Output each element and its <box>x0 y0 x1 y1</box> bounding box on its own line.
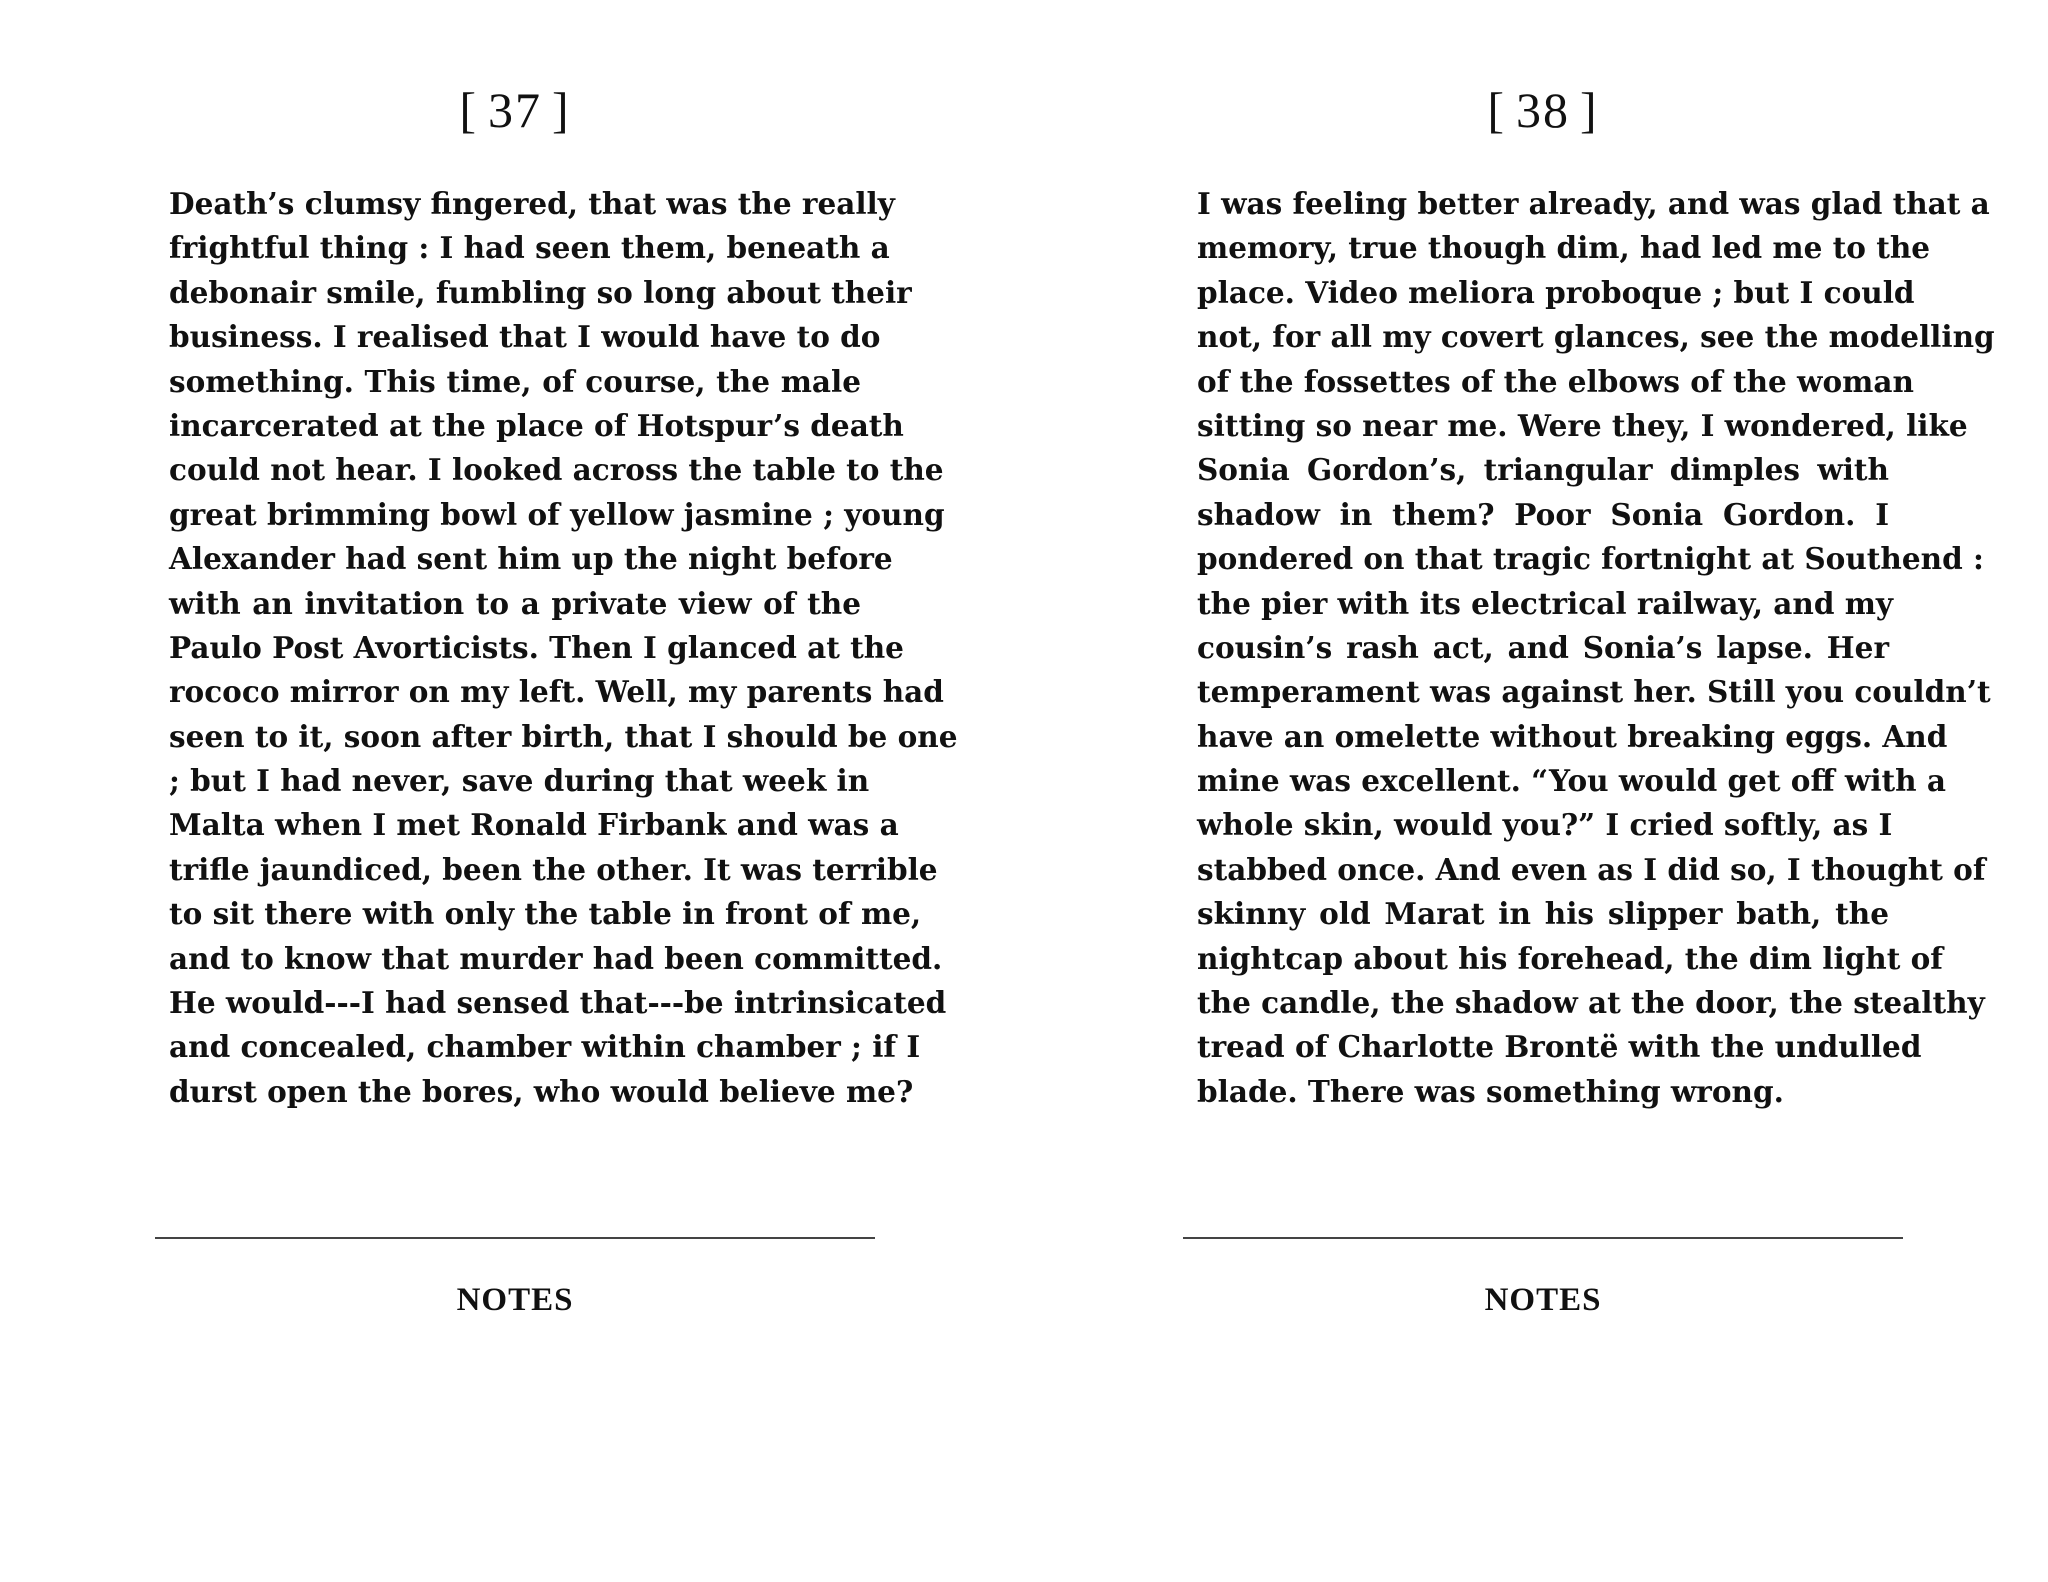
text-line: shadow in them? Poor Sonia Gordon. I <box>1197 496 1889 532</box>
notes-divider <box>155 1237 875 1239</box>
notes-divider <box>1183 1237 1903 1239</box>
bracket-close: ] <box>1580 82 1599 138</box>
page-number-value: 38 <box>1516 82 1570 138</box>
text-line: business. I realised that I would have to do <box>169 319 881 355</box>
text-line: mine was excellent. “You would get off with a <box>1197 763 1946 799</box>
page-number <box>1183 80 1903 140</box>
text-line: tread of Charlotte Brontë with the undulled <box>1197 1029 1922 1065</box>
text-line: Paulo Post Avorticists. Then I glanced at the <box>169 629 904 665</box>
text-line: rococo mirror on my left. Well, my parents had <box>169 674 944 710</box>
text-line: could not hear. I looked across the table to the <box>169 452 944 488</box>
text-line: Alexander had sent him up the night before <box>169 541 893 577</box>
notes-heading: NOTES <box>456 1282 574 1318</box>
text-line: ; but I had never, save during that week in <box>169 763 870 799</box>
text-line: the pier with its electrical railway, and my <box>1197 585 1894 621</box>
bracket-close: ] <box>552 82 571 138</box>
text-line: memory, true though dim, had led me to the <box>1197 230 1931 266</box>
bracket-open: [ <box>1487 82 1506 138</box>
text-line: skinny old Marat in his slipper bath, the <box>1197 896 1889 932</box>
text-line: frightful thing : I had seen them, beneath a <box>169 230 890 266</box>
text-line: cousin’s rash act, and Sonia’s lapse. Her <box>1197 629 1889 665</box>
text-line: great brimming bowl of yellow jasmine ; young <box>169 496 945 532</box>
page-number-value: 37 <box>488 82 542 138</box>
notes-heading: NOTES <box>1484 1282 1602 1318</box>
text-line: something. This time, of course, the male <box>169 363 861 399</box>
text-line: stabbed once. And even as I did so, I thought of <box>1197 851 1986 887</box>
bracket-open: [ <box>459 82 478 138</box>
text-line: nightcap about his forehead, the dim light of <box>1197 940 1943 976</box>
text-line: the candle, the shadow at the door, the stealthy <box>1197 985 1985 1021</box>
body-text <box>1197 182 1995 1114</box>
text-line: place. Video meliora proboque ; but I could <box>1197 274 1915 310</box>
text-line: temperament was against her. Still you couldn’t <box>1197 674 1991 710</box>
text-line: whole skin, would you?” I cried softly, as I <box>1197 807 1893 843</box>
text-line: pondered on that tragic fortnight at Southend : <box>1197 541 1984 577</box>
text-line: durst open the bores, who would believe me? <box>169 1073 914 1109</box>
body-text <box>169 182 958 1114</box>
text-line: trifle jaundiced, been the other. It was terrible <box>169 851 938 887</box>
text-line: debonair smile, fumbling so long about their <box>169 274 912 310</box>
text-line: I was feeling better already, and was glad that a <box>1197 186 1990 221</box>
page-number <box>155 80 875 140</box>
text-line: Malta when I met Ronald Firbank and was a <box>169 807 899 843</box>
text-line: have an omelette without breaking eggs. And <box>1197 718 1948 754</box>
text-line: Sonia Gordon’s, triangular dimples with <box>1197 452 1889 488</box>
text-line: incarcerated at the place of Hotspur’s death <box>169 407 904 443</box>
text-line: of the fossettes of the elbows of the woman <box>1197 363 1914 399</box>
text-line: sitting so near me. Were they, I wondered, like <box>1197 407 1968 443</box>
text-line: blade. There was something wrong. <box>1197 1073 1784 1109</box>
text-line: to sit there with only the table in front of me, <box>169 896 922 932</box>
text-line: Death’s clumsy fingered, that was the really <box>169 186 895 221</box>
text-line: and to know that murder had been committed. <box>169 940 943 976</box>
text-line: He would---I had sensed that---be intrinsicated <box>169 985 947 1021</box>
text-line: and concealed, chamber within chamber ; if I <box>169 1029 921 1065</box>
text-line: not, for all my covert glances, see the modelling <box>1197 319 1995 355</box>
text-line: seen to it, soon after birth, that I should be one <box>169 718 958 754</box>
text-line: with an invitation to a private view of the <box>169 585 861 621</box>
page-left <box>155 0 958 1582</box>
page-right <box>1183 0 1995 1582</box>
